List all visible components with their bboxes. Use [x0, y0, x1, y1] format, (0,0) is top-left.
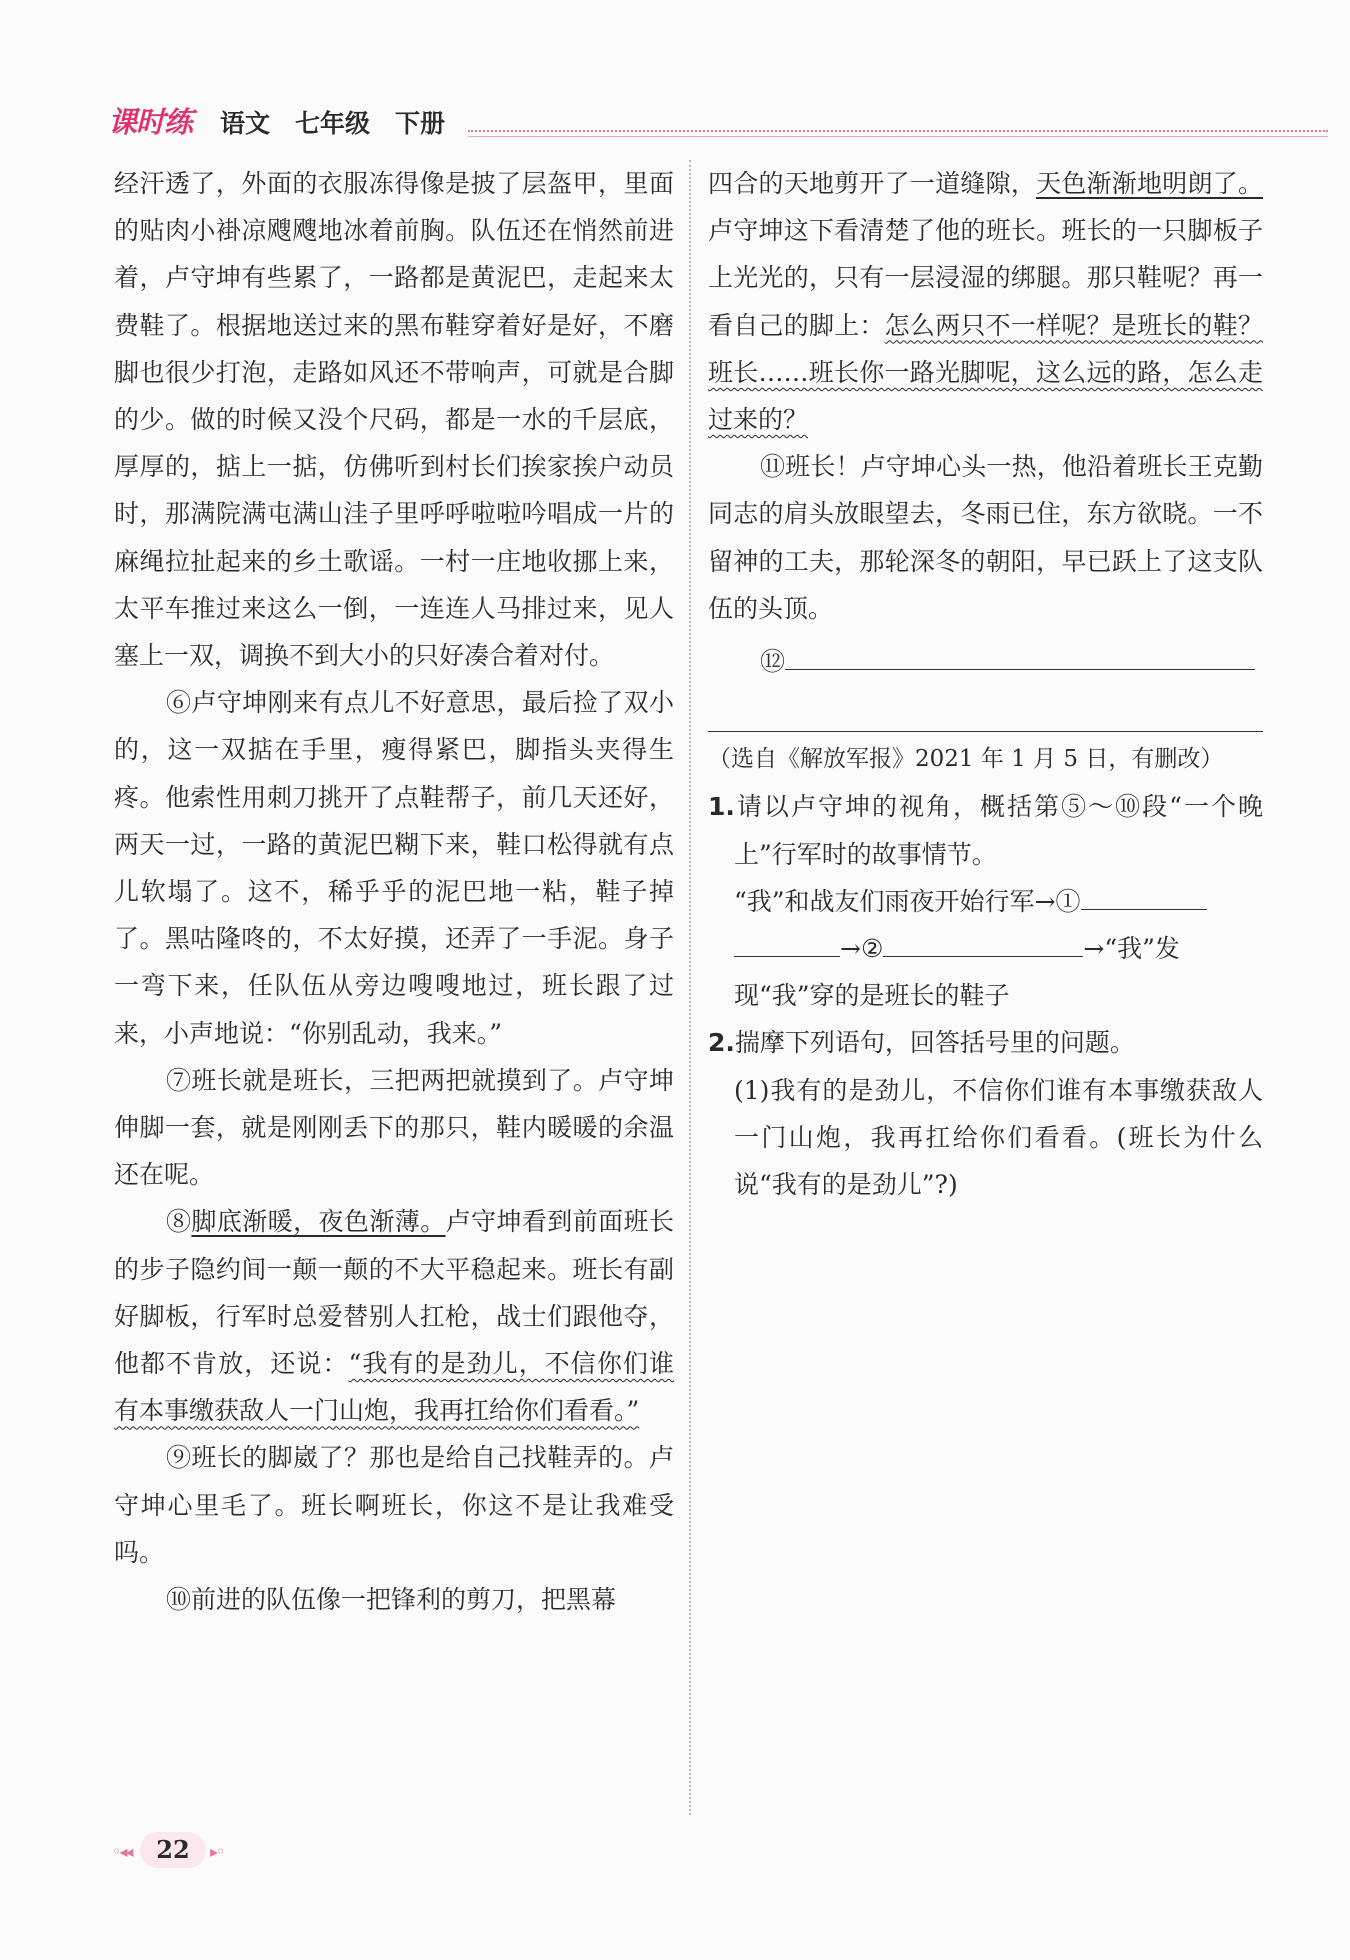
left-column	[114, 160, 674, 1623]
flow-end-b: 现“我”穿的是班长的鞋子	[734, 981, 1010, 1011]
page-number: 22	[140, 1832, 206, 1868]
paragraph-12-answer-line-2[interactable]	[708, 685, 1263, 732]
flow-start: “我”和战友们雨夜开始行军	[734, 886, 1035, 916]
flow-end-a: “我”发	[1104, 934, 1180, 964]
paragraph-10-text-a: 四合的天地剪开了一道缝隙，	[708, 169, 1037, 198]
footer-ornament-right: ▸◦	[210, 1842, 224, 1861]
question-1-number: 1.	[708, 792, 735, 822]
page-header	[108, 96, 1333, 140]
underlined-sentence-8: 脚底渐暖，夜色渐薄。	[191, 1207, 446, 1237]
question-1-text: 请以卢守坤的视角，概括第⑤～⑩段“一个晚上”行军时的故事情节。	[734, 792, 1263, 869]
flow-arrow-1: →	[1034, 886, 1056, 916]
plot-flow	[708, 878, 1263, 1020]
wavy-underlined-quote: “我有的是劲儿，不信你们谁有本事缴获敌人一门山炮，我再扛给你们看看。”	[114, 1349, 674, 1426]
flow-arrow-2: →	[840, 934, 861, 964]
paragraph-10-continued	[708, 160, 1263, 443]
wavy-underlined-thought: 怎么两只不一样呢？是班长的鞋？班长……班长你一路光脚呢，这么远的路，怎么走过来的？	[708, 310, 1263, 435]
paragraph-8-text: 卢守坤看到前面班长的步子隐约间一颠一颠的不大平稳起来。班长有副好脚板，行军时总爱替别人扛枪，战士们跟他夺，他都不肯放，还说：	[114, 1207, 674, 1379]
paragraph-12-number: ⑫	[760, 647, 786, 677]
paragraph-6: ⑥卢守坤刚来有点儿不好意思，最后捡了双小的，这一双掂在手里，瘦得紧巴，脚指头夹得生疼。他索性用刺刀挑开了点鞋帮子，前几天还好，两天一过，一路的黄泥巴糊下来，鞋口松得就有点儿软塌了。这不，稀乎乎的泥巴地一粘，鞋子掉了。黑咕隆咚的，不太好摸，还弄了一手泥。身子一弯下来，任队伍从旁边嗖嗖地过，班长跟了过来，小声地说：“你别乱动，我来。”	[114, 688, 674, 1048]
paragraph-8	[114, 1198, 674, 1434]
question-2-part-1: (1)我有的是劲儿，不信你们谁有本事缴获敌人一门山炮，我再扛给你们看看。(班长为什么说“我有的是劲儿”?)	[734, 1075, 1263, 1200]
header-rule	[468, 130, 1328, 132]
question-2-text: 揣摩下列语句，回答括号里的问题。	[734, 1028, 1135, 1058]
brand-logo: 课时练	[108, 105, 193, 139]
paragraph-5-continued: 经汗透了，外面的衣服冻得像是披了层盔甲，里面的贴肉小褂凉飕飕地冰着前胸。队伍还在悄然前进着，卢守坤有些累了，一路都是黄泥巴，走起来太费鞋了。根据地送过来的黑布鞋穿着好是好，不磨脚也很少打泡，走路如风还不带响声，可就是合脚的少。做的时候又没个尺码，都是一水的千层底，厚厚的，掂上一掂，仿佛听到村长们挨家挨户动员时，那满院满屯满山洼子里呼呼啦啦吟唱成一片的麻绳拉扯起来的乡土歌谣。一村一庄地收挪上来，太平车推过来这么一倒，一连连人马排过来，见人塞上一双，调换不到大小的只好凑合着对付。	[114, 169, 674, 671]
flow-blank-1-line-continued[interactable]	[734, 955, 840, 957]
column-divider	[689, 160, 691, 1815]
flow-blank-2-number: ②	[860, 934, 884, 964]
source-citation: （选自《解放军报》2021 年 1 月 5 日，有删改）	[708, 746, 1224, 773]
paragraph-7: ⑦班长就是班长，三把两把就摸到了。卢守坤伸脚一套，就是刚刚丢下的那只，鞋内暖暖的余温还在呢。	[114, 1065, 674, 1190]
question-2-number: 2.	[708, 1028, 735, 1058]
flow-blank-1-number: ①	[1055, 886, 1081, 916]
flow-blank-1-line[interactable]	[1081, 908, 1207, 910]
paragraph-8-number: ⑧	[166, 1207, 192, 1237]
page-footer	[112, 1832, 242, 1872]
underlined-sentence-10: 天色渐渐地明朗了。	[1036, 169, 1263, 198]
paragraph-12-answer-line[interactable]	[785, 668, 1255, 670]
flow-blank-2-line[interactable]	[883, 955, 1083, 957]
footer-ornament-left: ◦◂◂	[112, 1842, 132, 1861]
paragraph-9: ⑨班长的脚崴了？那也是给自己找鞋弄的。卢守坤心里毛了。班长啊班长，你这不是让我难受吗。	[114, 1443, 674, 1567]
paragraph-12-blank	[708, 638, 1263, 685]
question-2	[708, 1019, 1263, 1066]
paragraph-10-start: ⑩前进的队伍像一把锋利的剪刀，把黑幕	[166, 1585, 617, 1615]
right-column	[708, 160, 1263, 1208]
question-1	[708, 783, 1263, 877]
paragraph-11: ⑪班长！卢守坤心头一热，他沿着班长王克勤同志的肩头放眼望去，冬雨已住，东方欲晓。一不留神的工夫，那轮深冬的朝阳，早已跃上了这支队伍的头顶。	[708, 452, 1263, 623]
paragraph-10-text-b: 卢守坤这下看清楚了他的班长。班长的一只脚板子上光光的，只有一层浸湿的绑腿。那只鞋呢？再一看自己的脚上：	[708, 216, 1263, 340]
flow-arrow-3: →	[1083, 934, 1105, 964]
header-rule-secondary	[468, 136, 1328, 137]
header-title: 语文 七年级 下册	[220, 109, 446, 138]
